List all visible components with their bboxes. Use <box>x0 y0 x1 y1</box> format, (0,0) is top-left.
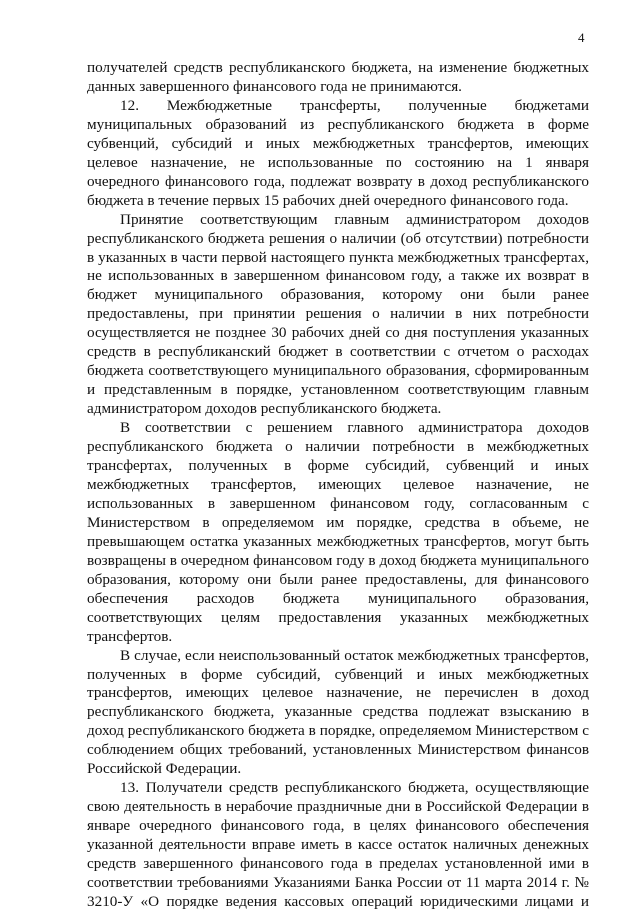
paragraph-clause-12: 12. Межбюджетные трансферты, полученные бюджетами муниципальных образований из республиканского бюджета в форме субвенций, субсидий и иных межбюджетных трансфертов, имеющих целевое назначение, не использованные по состоянию на 1 января очередного финансового года, подлежат возврату в доход республиканского бюджета в течение первых 15 рабочих дней очередного финансового года. <box>87 96 589 209</box>
document-body <box>87 59 589 912</box>
paragraph-decision-on-need: Принятие соответствующим главным администратором доходов республиканского бюджета решения о наличии (об отсутствии) потребности в указанных в части первой настоящего пункта межбюджетных трансфертах, не использованных в завершенном финансовом году, а также их возврат в бюджет муниципального образования, которому они были ранее предоставлены, при принятии решения о наличии в них потребности осуществляется не позднее 30 рабочих дней со дня поступления указанных средств в республиканский бюджет в соответствии с отчетом о расходах бюджета соответствующего муниципального образования, сформированным и представленным в порядке, установленном соответствующим главным администратором доходов республиканского бюджета. <box>87 210 589 418</box>
page-number: 4 <box>578 30 585 45</box>
paragraph-recovery-of-funds: В случае, если неиспользованный остаток межбюджетных трансфертов, полученных в форме субсидий, субвенций и иных межбюджетных трансфертов, имеющих целевое назначение, не перечислен в доход республиканского бюджета, указанные средства подлежат взысканию в доход республиканского бюджета в порядке, определяемом Министерством с соблюдением общих требований, установленных Министерством финансов Российской Федерации. <box>87 646 589 778</box>
paragraph-return-of-funds: В соответствии с решением главного администратора доходов республиканского бюджета о наличии потребности в межбюджетных трансфертах, полученных в форме субсидий, субвенций и иных межбюджетных трансфертов, имеющих целевое назначение, не использованных в завершенном финансовом году, согласованным с Министерством в определяемом им порядке, средства в объеме, не превышающем остатка указанных межбюджетных трансфертов, могут быть возвращены в очередном финансовом году в доход бюджета муниципального образования, которому они были ранее предоставлены, для финансового обеспечения расходов бюджета муниципального образования, соответствующих целям предоставления указанных межбюджетных трансфертов. <box>87 419 589 645</box>
paragraph-clause-13: 13. Получатели средств республиканского бюджета, осуществляющие свою деятельность в нерабочие праздничные дни в Российской Федерации в январе очередного финансового года, в целях финансового обеспечения указанной деятельности вправе иметь в кассе остаток наличных денежных средств завершенного финансового года в пределах установленной ими в соответствии требованиями Указаниями Банка России от 11 марта 2014 г. № 3210-У «О порядке ведения кассовых операций юридическими лицами и <box>87 779 589 910</box>
paragraph-continuation: получателей средств республиканского бюджета, на изменение бюджетных данных завершенного финансового года не принимаются. <box>87 59 589 95</box>
